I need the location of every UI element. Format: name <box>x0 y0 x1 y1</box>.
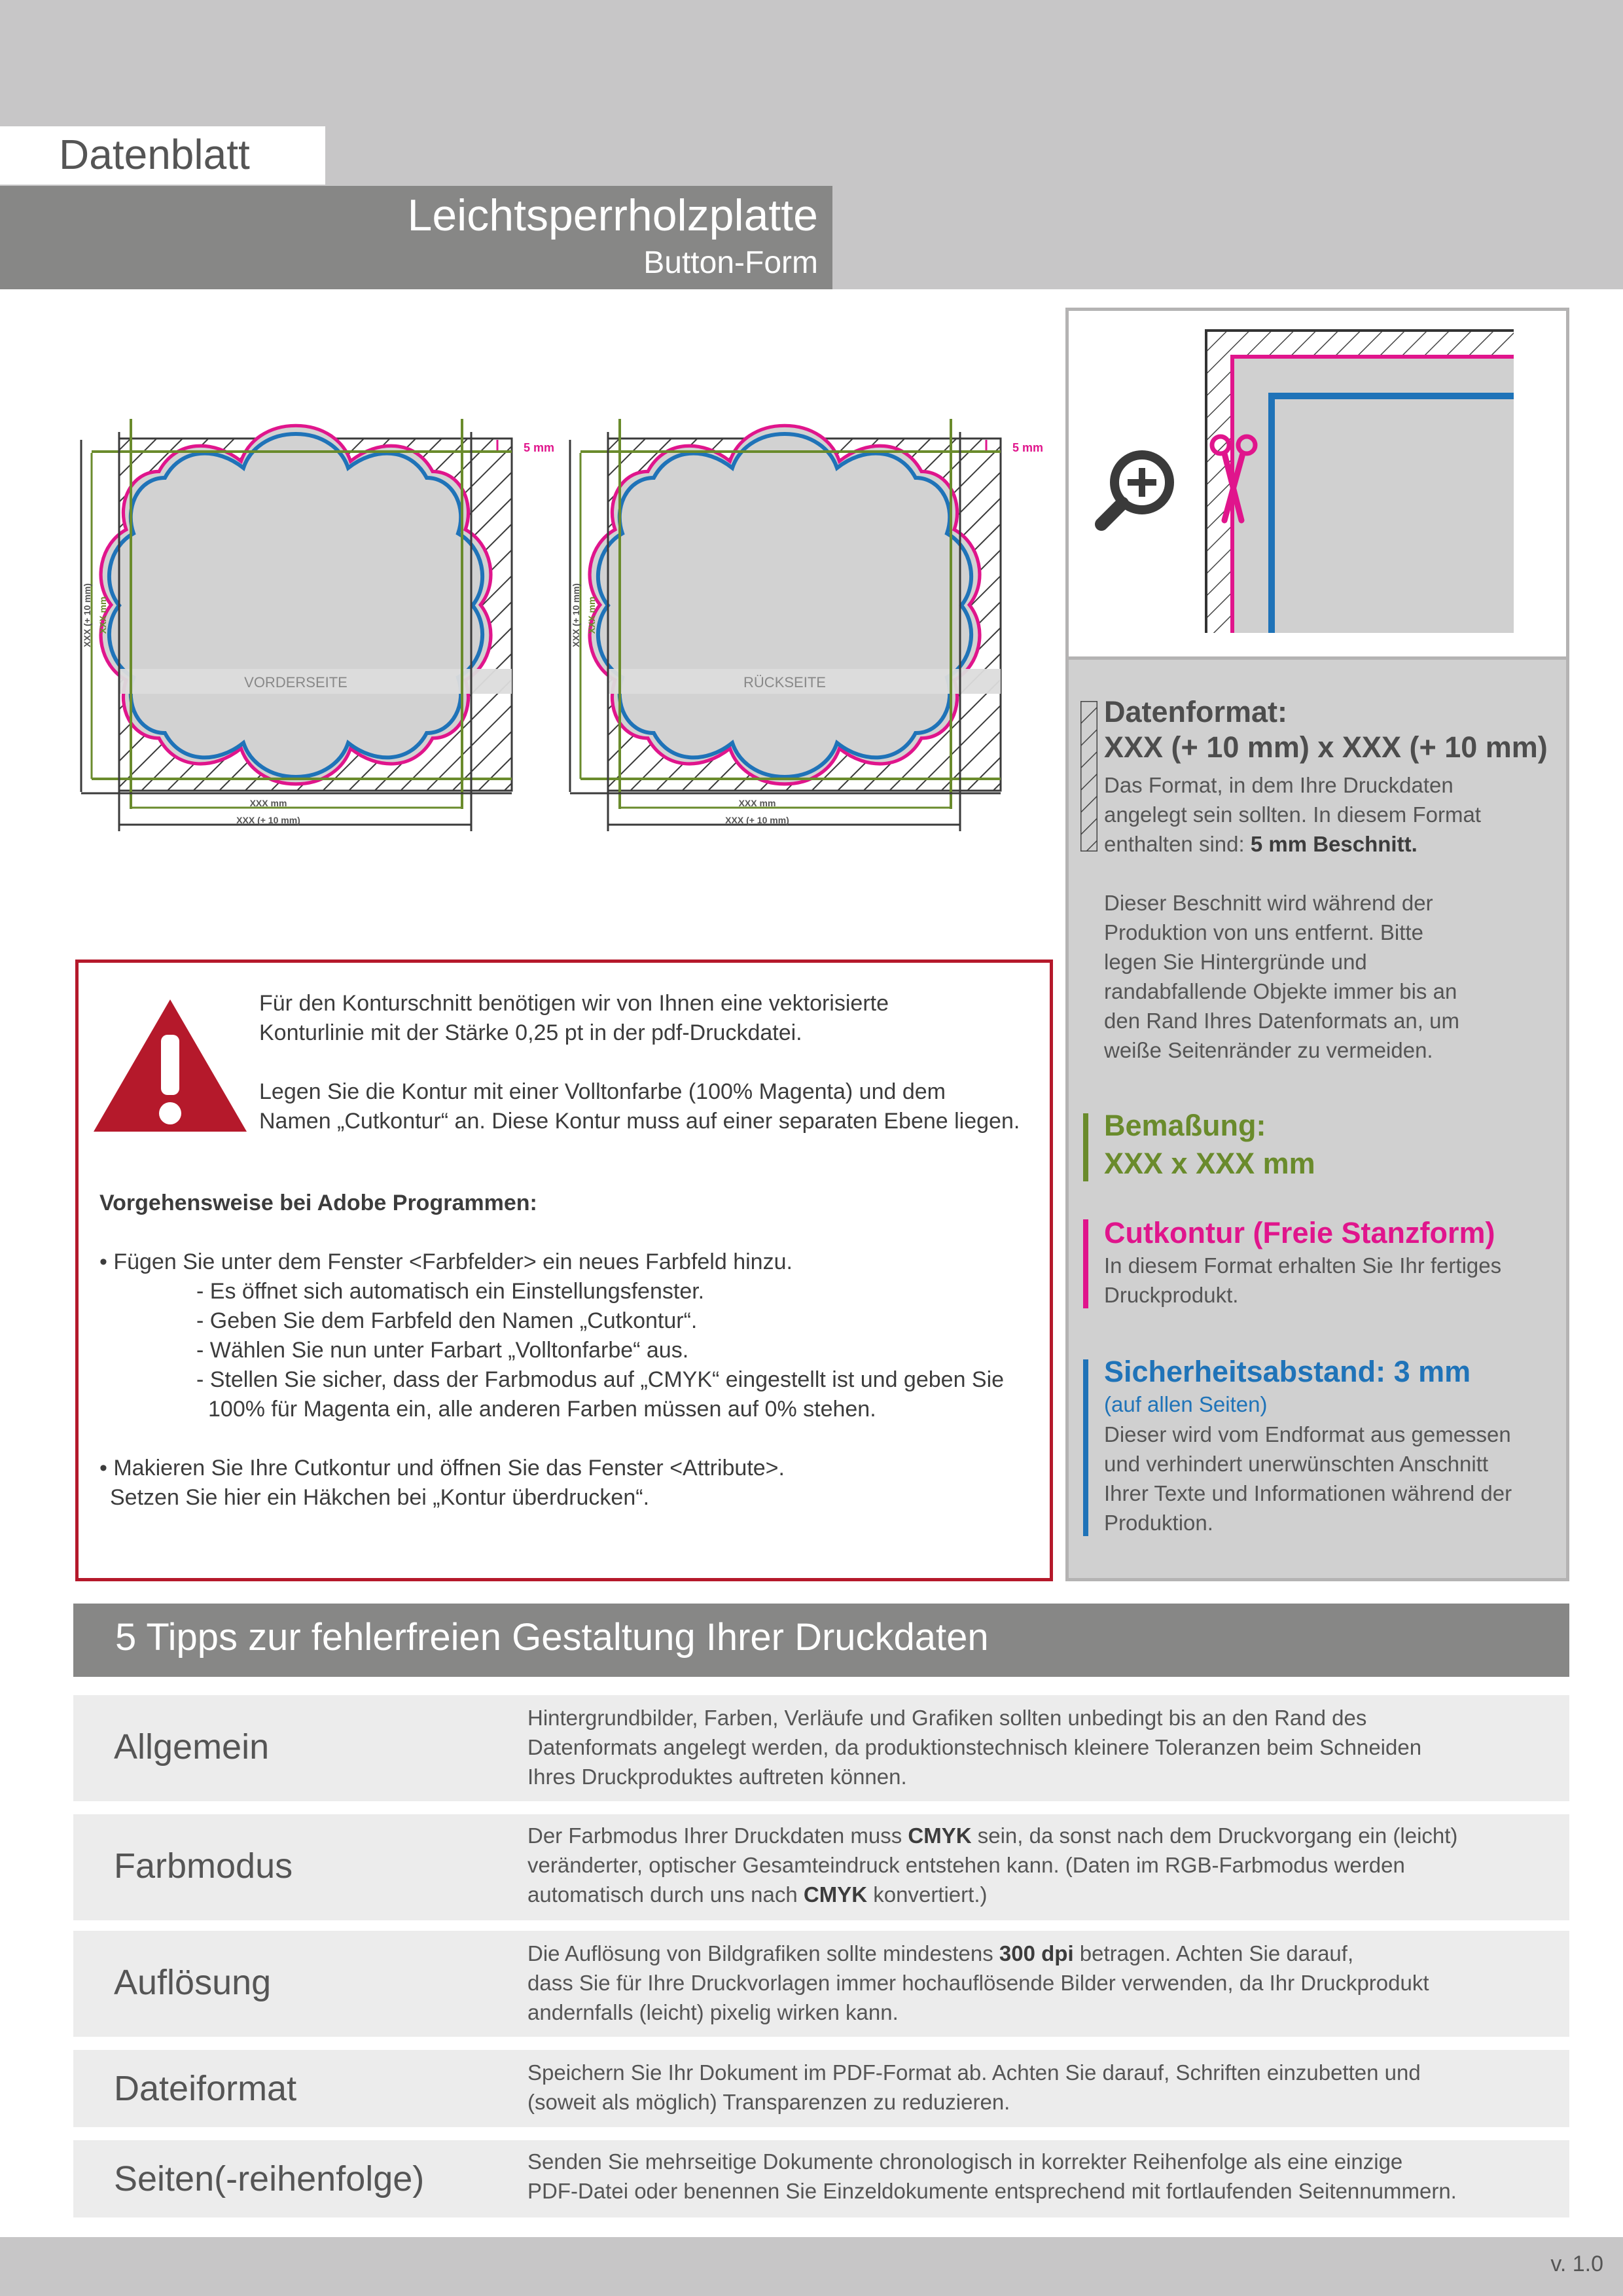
tip-row-dateiformat <box>73 2050 1569 2127</box>
warn-p2-l2: Namen „Cutkontur“ an. Diese Kontur muss auf einer separaten Ebene liegen. <box>259 1109 1020 1134</box>
technical-drawings <box>72 393 1067 864</box>
front-height-inner: XXX mm <box>98 596 108 634</box>
tip-desc: Senden Sie mehrseitige Dokumente chronologisch in korrekter Reihenfolge als eine einzige PDF-Datei oder benennen Sie Einzeldokumente entsprechend mit fortlaufenden Seitennummern. <box>527 2149 1457 2203</box>
format-desc: Das Format, in dem Ihre Druckdaten angelegt sein sollten. In diesem Format enthalten sind: 5 mm Beschnitt. <box>1104 773 1481 856</box>
safety-bar <box>1083 1359 1088 1536</box>
safety-desc: Dieser wird vom Endformat aus gemessen und verhindert unerwünschten Anschnitt Ihrer Texte und Informationen während der Produktion. <box>1104 1422 1512 1535</box>
warn-p1-l1: Für den Konturschnitt benötigen wir von Ihnen eine vektorisierte <box>259 991 889 1016</box>
tips-header <box>73 1604 1569 1677</box>
warn-step-1: • Fügen Sie unter dem Fenster <Farbfelder> ein neues Farbfeld hinzu. <box>99 1249 793 1274</box>
warn-step-3: - Geben Sie dem Farbfeld den Namen „Cutkontur“. <box>196 1308 698 1333</box>
tip-row-farbmodus <box>73 1814 1569 1920</box>
dimension-bar <box>1083 1113 1088 1181</box>
tips-title: 5 Tipps zur fehlerfreien Gestaltung Ihrer Druckdaten <box>115 1616 989 1659</box>
back-bleed-label: 5 mm <box>1012 441 1044 454</box>
safety-sub: (auf allen Seiten) <box>1104 1392 1268 1416</box>
dimension-value: XXX x XXX mm <box>1104 1147 1315 1180</box>
bleed-desc: Dieser Beschnitt wird während der Produktion von uns entfernt. Bitte legen Sie Hintergründe und randabfallende Objekte immer bis an den Rand Ihres Datenformats an, um weiße Seitenränder zu vermeiden. <box>1104 891 1459 1062</box>
tip-desc: Die Auflösung von Bildgrafiken sollte mindestens 300 dpi betragen. Achten Sie darauf, dass Sie für Ihre Druckvorlagen immer hochauflösende Bilder verwenden, da Ihr Druckprodukt andernfalls (leicht) pixelig wirken kann. <box>527 1941 1429 2024</box>
doc-type-label: Datenblatt <box>59 131 250 178</box>
tip-name: Farbmodus <box>114 1846 293 1886</box>
datasheet-tab <box>0 126 325 185</box>
cut-title: Cutkontur (Freie Stanzform) <box>1104 1216 1495 1249</box>
back-width-outer: XXX (+ 10 mm) <box>725 815 789 825</box>
version-label: v. 1.0 <box>1550 2251 1603 2276</box>
tip-name: Allgemein <box>114 1727 270 1767</box>
product-variant: Button-Form <box>643 245 818 280</box>
warn-heading: Vorgehensweise bei Adobe Programmen: <box>99 1191 537 1215</box>
warning-icon <box>88 993 252 1137</box>
back-label: RÜCKSEITE <box>743 674 826 691</box>
tip-name: Seiten(-reihenfolge) <box>114 2159 425 2198</box>
cut-desc: In diesem Format erhalten Sie Ihr fertiges Druckprodukt. <box>1104 1253 1502 1307</box>
hatch-bar <box>1080 701 1097 852</box>
warn-step-5: - Stellen Sie sicher, dass der Farbmodus auf „CMYK“ eingestellt ist und geben Sie <box>196 1367 1005 1392</box>
back-height-inner: XXX mm <box>586 596 597 634</box>
cut-bar <box>1083 1219 1088 1308</box>
tip-desc: Hintergrundbilder, Farben, Verläufe und Grafiken sollten unbedingt bis an den Rand des Datenformats angelegt werden, da produktionstechnisch kleinere Toleranzen beim Schneiden Ihres Druckproduktes auftreten können. <box>527 1706 1422 1789</box>
front-width-inner: XXX mm <box>249 798 287 808</box>
warn-step-2: - Es öffnet sich automatisch ein Einstellungsfenster. <box>196 1279 705 1304</box>
zoom-detail-graphic <box>1069 311 1566 656</box>
zoom-in-icon <box>1101 455 1169 524</box>
back-drawing <box>570 419 1043 831</box>
warn-p2-l1: Legen Sie die Kontur mit einer Volltonfarbe (100% Magenta) und dem <box>259 1079 946 1104</box>
warn-step-4: - Wählen Sie nun unter Farbart „Volltonfarbe“ aus. <box>196 1338 689 1363</box>
back-height-outer: XXX (+ 10 mm) <box>571 583 581 647</box>
warn-step-7: • Makieren Sie Ihre Cutkontur und öffnen Sie das Fenster <Attribute>. <box>99 1456 785 1480</box>
tip-name: Dateiformat <box>114 2069 297 2108</box>
front-label: VORDERSEITE <box>244 674 348 691</box>
warn-step-6: 100% für Magenta ein, alle anderen Farben müssen auf 0% stehen. <box>208 1397 876 1422</box>
product-title: Leichtsperrholzplatte <box>407 190 818 240</box>
warn-p1-l2: Konturlinie mit der Stärke 0,25 pt in der pdf-Druckdatei. <box>259 1020 802 1045</box>
dimension-title: Bemaßung: <box>1104 1109 1266 1142</box>
format-value: XXX (+ 10 mm) x XXX (+ 10 mm) <box>1104 730 1548 764</box>
tip-desc: Der Farbmodus Ihrer Druckdaten muss CMYK sein, da sonst nach dem Druckvorgang ein (leicht) veränderter, optischer Gesamteindruck entstehen kann. (Daten im RGB-Farbmodus werden automatisch durch uns nach CMYK konvertiert.) <box>527 1823 1458 1907</box>
tip-row-aufloesung <box>73 1931 1569 2037</box>
safety-title: Sicherheitsabstand: 3 mm <box>1104 1355 1471 1388</box>
format-title: Datenformat: <box>1104 695 1288 728</box>
front-width-outer: XXX (+ 10 mm) <box>236 815 300 825</box>
back-width-inner: XXX mm <box>738 798 776 808</box>
warn-step-8: Setzen Sie hier ein Häkchen bei „Kontur überdrucken“. <box>110 1485 650 1510</box>
front-bleed-label: 5 mm <box>524 441 555 454</box>
info-panel <box>1065 308 1569 1581</box>
tip-desc: Speichern Sie Ihr Dokument im PDF-Format ab. Achten Sie darauf, Schriften einzubetten und (soweit als möglich) Transparenzen zu reduzieren. <box>527 2060 1421 2114</box>
zoom-detail <box>1069 311 1566 660</box>
tip-row-allgemein <box>73 1695 1569 1801</box>
product-bar <box>0 186 832 289</box>
front-height-outer: XXX (+ 10 mm) <box>82 583 92 647</box>
front-drawing <box>81 419 554 831</box>
warning-box <box>75 960 1053 1581</box>
tip-name: Auflösung <box>114 1963 272 2002</box>
footer <box>0 2237 1623 2296</box>
tip-row-seiten <box>73 2140 1569 2217</box>
